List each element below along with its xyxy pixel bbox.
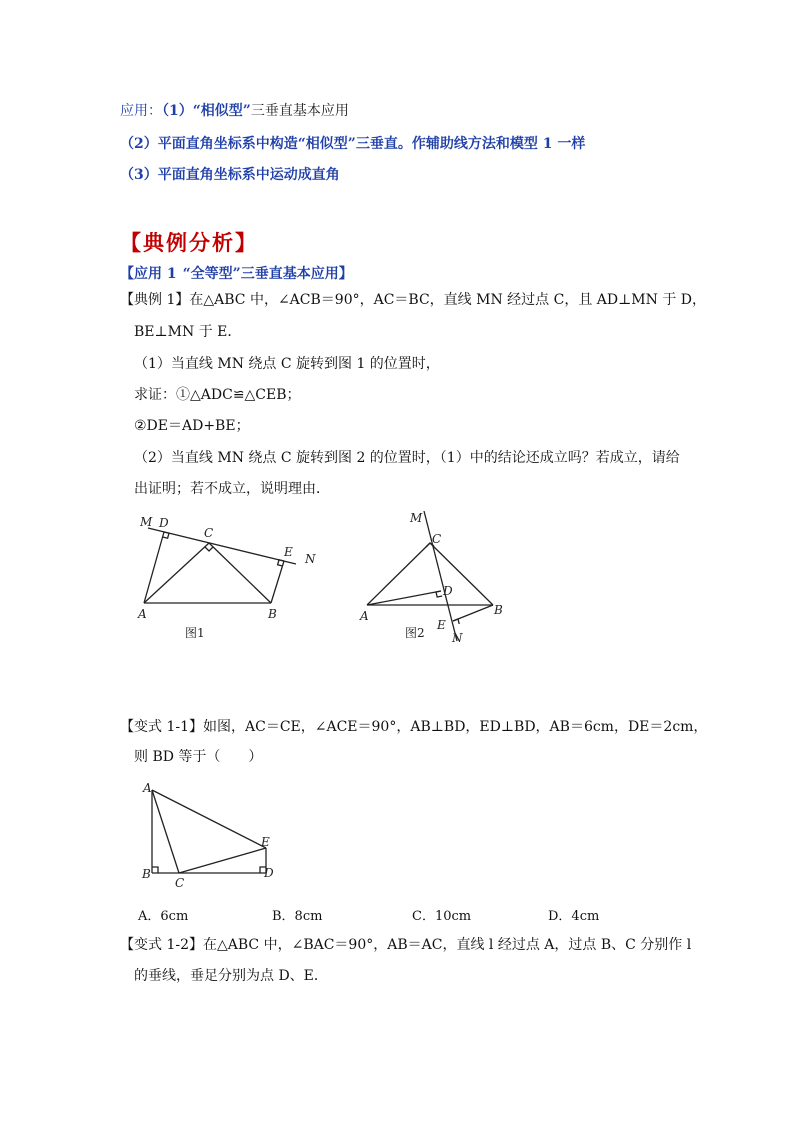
v11-segment-ac [152, 790, 179, 873]
application-item-2-text-a: 平面直角坐标系中构造 [157, 136, 298, 152]
fig2-caption: 图2 [405, 626, 425, 640]
fig1-line-mn [148, 528, 296, 564]
v11-label-a: A [143, 781, 152, 795]
application-item-3: （3）平面直角坐标系中运动成直角 [120, 167, 340, 183]
example1-prove-1: 求证：①△ADC≌△CEB； [134, 387, 301, 403]
fig1-segment-be [271, 561, 284, 603]
fig2-label-n: N [452, 631, 463, 645]
fig2-label-m: M [410, 511, 423, 525]
fig2-label-b: B [494, 603, 503, 617]
example1-question1: （1）当直线 MN 绕点 C 旋转到图 1 的位置时， [134, 356, 440, 372]
fig1-right-angle-c [205, 547, 213, 551]
example1-line1 [120, 291, 706, 309]
fig1-label-e: E [284, 545, 293, 559]
v11-label-e: E [261, 835, 270, 849]
variant12-line1 [120, 936, 691, 954]
option-b: B．8cm [272, 909, 323, 924]
variant11-statement: 如图，AC＝CE，∠ACE＝90°，AB⊥BD，ED⊥BD，AB＝6cm，DE＝2cm， [203, 719, 708, 735]
v11-label-d: D [264, 866, 274, 880]
example1-prove-2: ②DE＝AD+BE； [134, 418, 250, 434]
variant12-statement: 在△ABC 中，∠BAC＝90°，AB＝AC，直线 l 经过点 A，过点 B、C 分别作 l [203, 937, 692, 953]
fig2-label-a: A [360, 609, 369, 623]
application-item-1-quoted: “相似型” [192, 103, 251, 119]
application-item-2 [120, 135, 585, 153]
variant11-line1 [120, 718, 707, 736]
example1-question2-a: （2）当直线 MN 绕点 C 旋转到图 2 的位置时，（1）中的结论还成立吗？若成立，请给 [134, 450, 680, 466]
fig1-label-a: A [138, 607, 147, 621]
fig2-right-angle-d [436, 591, 442, 597]
application-item-2-quoted: “相似型” [297, 136, 356, 152]
fig2-segment-be [453, 605, 493, 621]
variant11-tag: 【变式 1-1】 [120, 719, 203, 735]
subsection-rest: 三垂直基本应用】 [240, 266, 353, 282]
fig1-segment-ad [144, 532, 164, 603]
application-item-2-number: （2） [120, 136, 158, 152]
example1-question2-b: 出证明；若不成立，说明理由． [134, 481, 330, 497]
v11-segment-ae [152, 790, 266, 848]
fig1-label-n: N [305, 552, 316, 566]
fig1-caption: 图1 [185, 626, 205, 640]
example1-tag: 【典例 1】 [120, 292, 190, 308]
variant12-line2: 的垂线，垂足分别为点 D、E． [134, 968, 328, 984]
v11-label-b: B [142, 867, 151, 881]
v11-segment-ce [179, 848, 266, 873]
figure-2 [355, 505, 515, 650]
option-d: D．4cm [548, 909, 600, 924]
fig2-right-angle-e [453, 619, 459, 624]
fig2-label-c: C [432, 532, 442, 546]
fig2-label-e: E [437, 618, 446, 632]
v11-label-c: C [175, 876, 185, 890]
fig2-segment-ac [367, 543, 430, 605]
variant11-line2: 则 BD 等于（ ） [134, 749, 263, 765]
variant12-tag: 【变式 1-2】 [120, 937, 203, 953]
v11-right-angle-b [152, 867, 158, 873]
example1-statement: 在△ABC 中，∠ACB＝90°，AC＝BC，直线 MN 经过点 C，且 AD⊥MN 于 D， [189, 292, 706, 308]
figure-1 [130, 510, 330, 650]
fig1-segment-bc [209, 543, 271, 603]
fig1-label-c: C [204, 526, 214, 540]
application-item-1-number: （1） [162, 103, 193, 119]
fig2-label-d: D [443, 584, 453, 598]
fig1-label-m: M [140, 515, 153, 529]
application-item-1 [120, 102, 349, 120]
subsection-prefix: 【应用 1 [120, 266, 177, 282]
fig1-label-d: D [159, 516, 169, 530]
application-item-1-text: 三垂直基本应用 [250, 103, 349, 119]
figure-variant11 [138, 780, 288, 895]
option-c: C．10cm [412, 909, 472, 924]
section-title: 【典例分析】 [120, 230, 258, 255]
application-item-2-text-b: 三垂直。作辅助线方法和模型 1 一样 [355, 136, 586, 152]
subsection-title [120, 265, 353, 283]
example1-line2: BE⊥MN 于 E． [134, 324, 242, 340]
fig2-segment-ad [367, 591, 441, 605]
subsection-quoted: “全等型” [182, 266, 241, 282]
fig1-segment-ac [144, 543, 209, 603]
application-label: 应用： [120, 103, 162, 119]
fig1-label-b: B [268, 607, 277, 621]
option-a: A．6cm [138, 909, 189, 924]
